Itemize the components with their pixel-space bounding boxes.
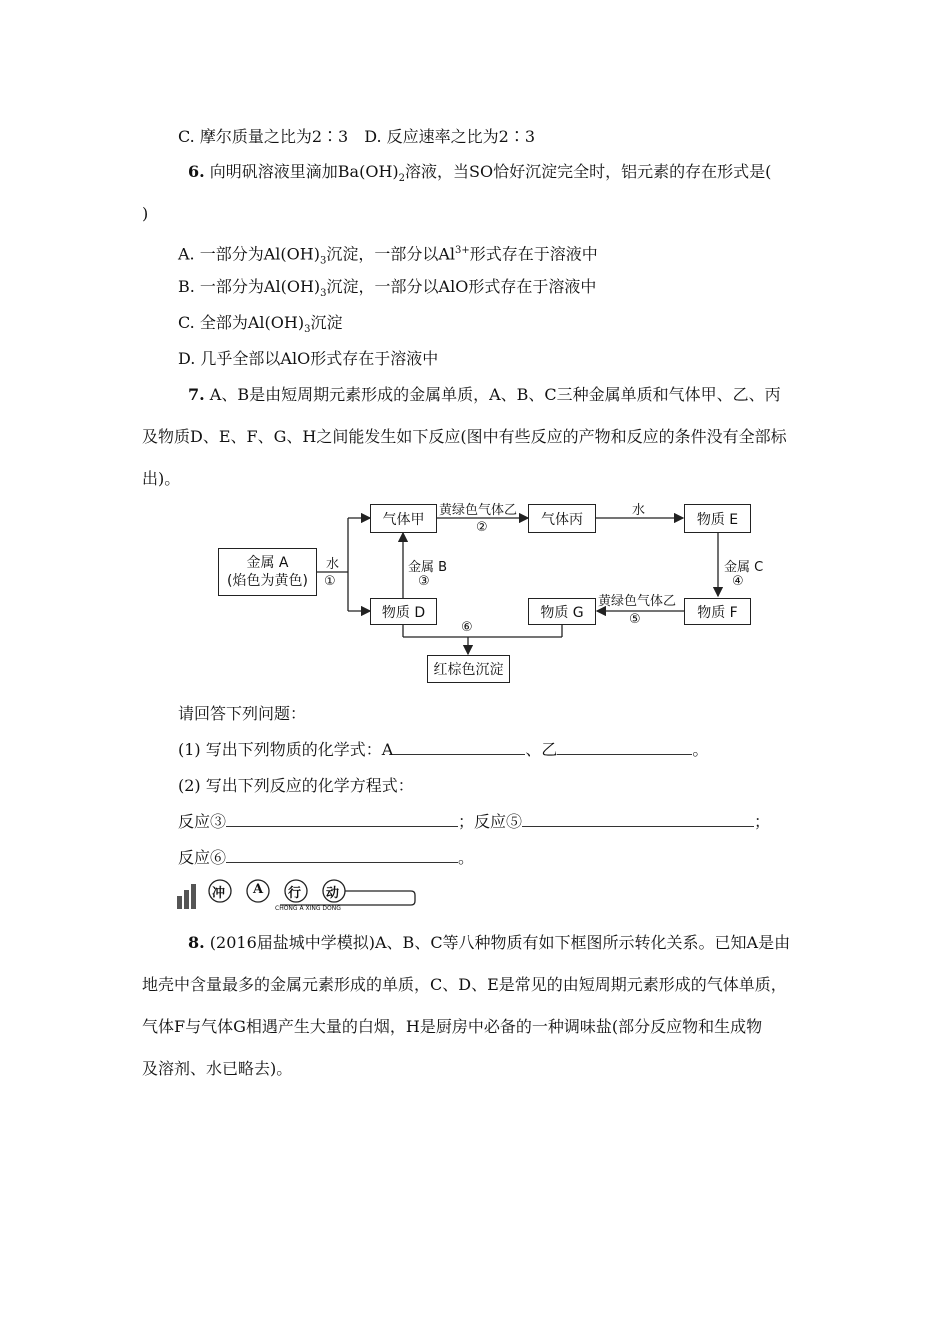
answer-blank-reaction-6[interactable]: [226, 848, 458, 863]
q7-prompt: 请回答下列问题：: [178, 704, 307, 723]
q7-sub1: (1) 写出下列物质的化学式：A 、乙 。: [178, 740, 709, 759]
label-metal-c: 金属 C: [724, 560, 764, 575]
label-metal-b: 金属 B: [408, 560, 448, 575]
q5-option-d: D. 反应速率之比为2∶3: [364, 127, 536, 146]
label-water-1: 水: [326, 557, 340, 572]
label-yellow-green-gas-top: 黄绿色气体乙: [439, 503, 518, 518]
box-gas-bing: 气体丙: [528, 504, 596, 533]
q6-option-b: B. 一部分为$Al(OH)_3$沉淀，一部分以AlO形式存在于溶液中: [178, 277, 597, 300]
q7-reactions-3-5: 反应③ ；反应⑤ ；: [178, 812, 771, 831]
q7-line2: 及物质D、E、F、G、H之间能发生如下反应(图中有些反应的产物和反应的条件没有全部标: [142, 427, 787, 446]
banner-char-4: 动: [326, 886, 340, 901]
q8-line3: 气体F与气体G相遇产生大量的白烟，H是厨房中必备的一种调味盐(部分反应物和生成物: [142, 1017, 763, 1036]
label-water-2: 水: [632, 503, 646, 518]
answer-blank-yi[interactable]: [557, 740, 692, 755]
answer-blank-reaction-3[interactable]: [226, 812, 458, 827]
label-step-5: ⑤: [629, 612, 641, 627]
q6-option-d: D. 几乎全部以AlO形式存在于溶液中: [178, 349, 439, 368]
q7-line1: 7. A、B是由短周期元素形成的金属单质，A、B、C三种金属单质和气体甲、乙、丙: [188, 385, 781, 404]
q6-option-c: C. 全部为$Al(OH)_3$沉淀: [178, 313, 343, 336]
section-banner: [175, 878, 420, 914]
box-substance-d: 物质 D: [370, 598, 437, 625]
q7-reaction-6: 反应⑥ 。: [178, 848, 475, 867]
box-substance-e: 物质 E: [684, 504, 751, 533]
q5-option-c: C. 摩尔质量之比为2∶3: [178, 127, 349, 146]
q6-option-a: A. 一部分为$Al(OH)_3$沉淀，一部分以$Al^{3+}$形式存在于溶液中: [178, 244, 598, 267]
q6-stem: 6. 向明矾溶液里滴加$Ba(OH)_2$溶液，当SO恰好沉淀完全时，铝元素的存在形式是(: [188, 162, 772, 185]
answer-blank-reaction-5[interactable]: [522, 812, 754, 827]
banner-char-2: A: [253, 882, 264, 897]
q7-line3: 出)。: [142, 469, 181, 488]
box-substance-g: 物质 G: [528, 598, 596, 625]
label-yellow-green-gas-bottom: 黄绿色气体乙: [598, 594, 677, 609]
banner-char-1: 冲: [212, 886, 226, 901]
q8-line2: 地壳中含量最多的金属元素形成的单质，C、D、E是常见的由短周期元素形成的气体单质，: [142, 975, 787, 994]
label-step-1: ①: [324, 574, 336, 589]
box-substance-f: 物质 F: [684, 598, 751, 625]
q7-sub2: (2) 写出下列反应的化学方程式：: [178, 776, 414, 795]
box-red-brown-precipitate: 红棕色沉淀: [427, 655, 510, 683]
label-step-3: ③: [418, 574, 430, 589]
q8-line4: 及溶剂、水已略去)。: [142, 1059, 293, 1078]
banner-bar-icon: [177, 896, 182, 909]
box-metal-a: 金属 A (焰色为黄色): [218, 548, 317, 596]
q6-number: 6.: [188, 162, 205, 181]
label-step-4: ④: [732, 574, 744, 589]
q8-number: 8.: [188, 933, 205, 952]
box-gas-jia: 气体甲: [370, 504, 437, 533]
banner-char-3: 行: [288, 886, 302, 901]
q6-stem-close: ): [142, 204, 149, 223]
banner-pinyin: CHONG A XING DONG: [275, 905, 341, 912]
label-step-2: ②: [476, 520, 488, 535]
label-step-6: ⑥: [461, 620, 473, 635]
q8-line1: 8. (2016届盐城中学模拟)A、B、C等八种物质有如下框图所示转化关系。已知A是由: [188, 933, 791, 952]
answer-blank-a[interactable]: [393, 740, 525, 755]
q7-number: 7.: [188, 385, 205, 404]
